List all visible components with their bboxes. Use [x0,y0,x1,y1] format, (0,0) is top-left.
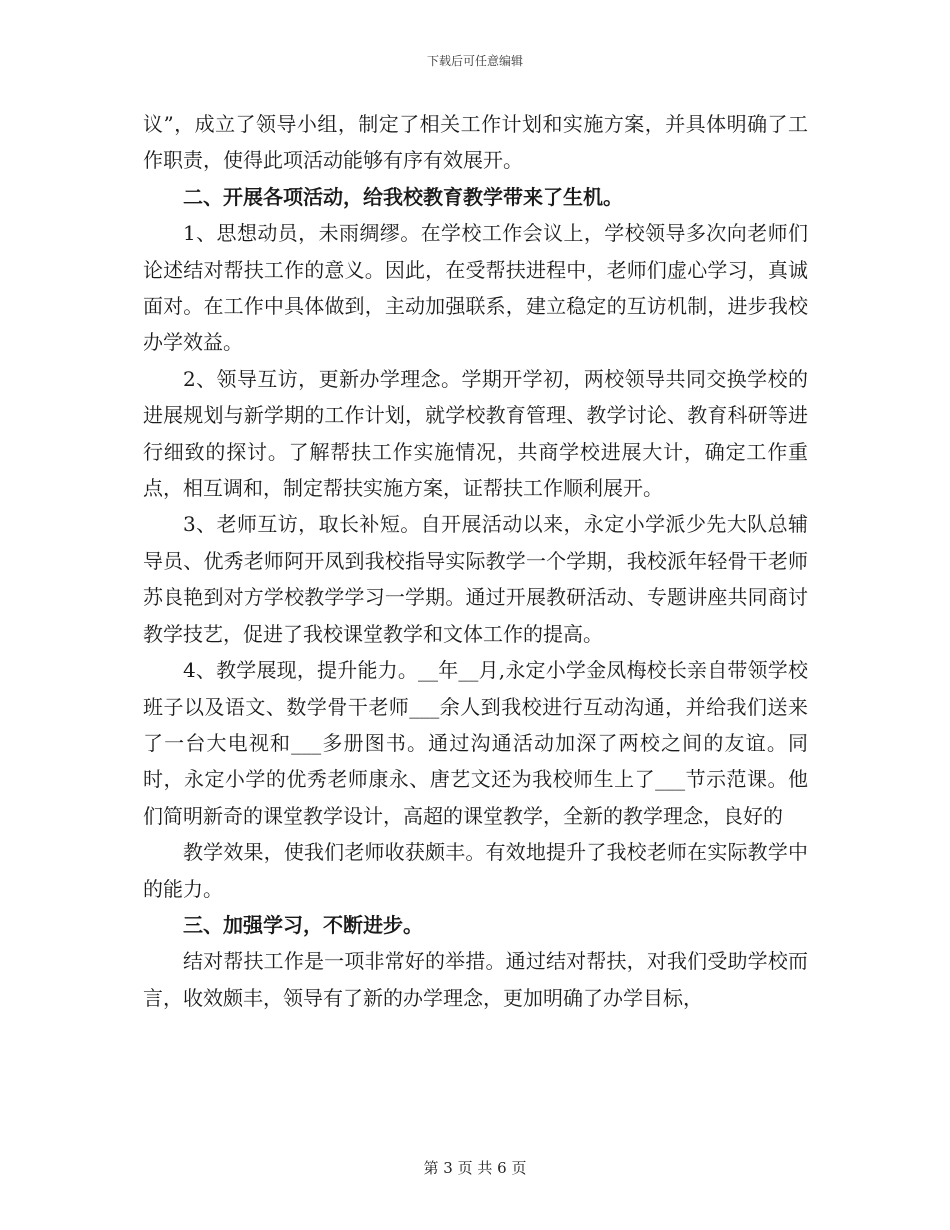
paragraph-item-3: 3、老师互访，取长补短。自开展活动以来，永定小学派少先大队总辅导员、优秀老师阿开凤到我校指导实际教学一个学期，我校派年轻骨干老师苏良艳到对方学校教学学习一学期。通过开展教研活动、专题讲座共同商讨教学技艺，促进了我校课堂教学和文体工作的提高。 [143,512,808,646]
paragraph-continuation: 议”，成立了领导小组，制定了相关工作计划和实施方案，并具体明确了工作职责，使得此项活动能够有序有效展开。 [143,112,808,173]
paragraph-item-4-continued: 教学效果，使我们老师收获颇丰。有效地提升了我校老师在实际教学中的能力。 [143,840,808,901]
paragraph-item-2: 2、领导互访，更新办学理念。学期开学初，两校领导共同交换学校的进展规划与新学期的工作计划，就学校教育管理、教学讨论、教育科研等进行细致的探讨。了解帮扶工作实施情况，共商学校进展大计，确定工作重点，相互调和，制定帮扶实施方案，证帮扶工作顺利展开。 [143,366,808,501]
section-heading-3: 三、加强学习，不断进步。 [183,912,423,937]
document-body [143,106,808,1016]
page-header: 下载后可任意编辑 [426,54,523,68]
page-footer: 第 3 页 共 6 页 [423,1159,527,1177]
section-heading-2: 二、开展各项活动，给我校教育教学带来了生机。 [183,184,623,209]
paragraph-section-3: 结对帮扶工作是一项非常好的举措。通过结对帮扶，对我们受助学校而言，收效颇丰，领导有了新的办学理念，更加明确了办学目标， [143,949,808,1010]
paragraph-item-4: 4、教学展现，提升能力。__年__月,永定小学金凤梅校长亲自带领学校班子以及语文、数学骨干老师___余人到我校进行互动沟通，并给我们送来了一台大电视和___多册图书。通过沟通活动加深了两校之间的友谊。同时，永定小学的优秀老师康永、唐艺文还为我校师生上了___节示范课。他们简明新奇的课堂教学设计，高超的课堂教学，全新的教学理念，良好的 [143,658,808,828]
paragraph-item-1: 1、思想动员，未雨绸缪。在学校工作会议上，学校领导多次向老师们论述结对帮扶工作的意义。因此，在受帮扶进程中，老师们虚心学习，真诚面对。在工作中具体做到，主动加强联系，建立稳定的互访机制，进步我校办学效益。 [143,221,808,355]
